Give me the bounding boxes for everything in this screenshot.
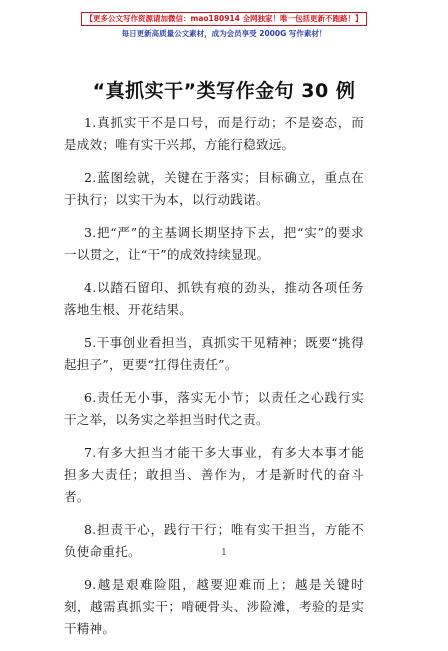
promo-line-1: 【更多公文写作资源请加微信：mao180914 全网独家！唯一包括更新不跑路！】: [81, 12, 368, 26]
paragraph-4: 4.以踏石留印、抓铁有痕的劲头，推动各项任务落地生根、开花结果。: [64, 280, 364, 317]
paragraph-2: 2.蓝图绘就，关键在于落实；目标确立，重点在于执行；以实干为本，以行动践诺。: [64, 170, 364, 207]
paragraph-5: 5.干事创业看担当，真抓实干见精神；既要“挑得起担子”，更要“扛得住责任”。: [64, 335, 364, 372]
paragraph-6: 6.责任无小事，落实无小节；以责任之心践行实干之举，以务实之举担当时代之责。: [64, 390, 364, 427]
paragraph-8: 8.担责干心，践行干行；唯有实干担当，方能不负使命重托。: [64, 522, 364, 559]
paragraph-9: 9.越是艰难险阻，越要迎难而上；越是关键时刻，越需真抓实干；啃硬骨头、涉险滩，考验的是实干精神。: [64, 577, 364, 636]
document-body: [64, 112, 364, 651]
paragraph-7: 7.有多大担当才能干多大事业，有多大本事才能担多大责任；敢担当、善作为，才是新时代的奋斗者。: [64, 445, 364, 504]
paragraph-1: 1.真抓实干不是口号，而是行动；不是姿态，而是成效；唯有实干兴邦，方能行稳致远。: [64, 115, 364, 152]
document-title: “真抓实干”类写作金句 30 例: [92, 80, 356, 102]
promo-line-2: 每日更新高质量公文素材，成为会员享受 2000G 写作素材！: [121, 29, 327, 38]
promo-banner: [60, 6, 388, 42]
paragraph-3: 3.把“严”的主基调长期坚持下去，把“实”的要求一以贯之，让“干”的成效持续显现。: [64, 225, 364, 262]
page-number: 1: [221, 548, 227, 558]
